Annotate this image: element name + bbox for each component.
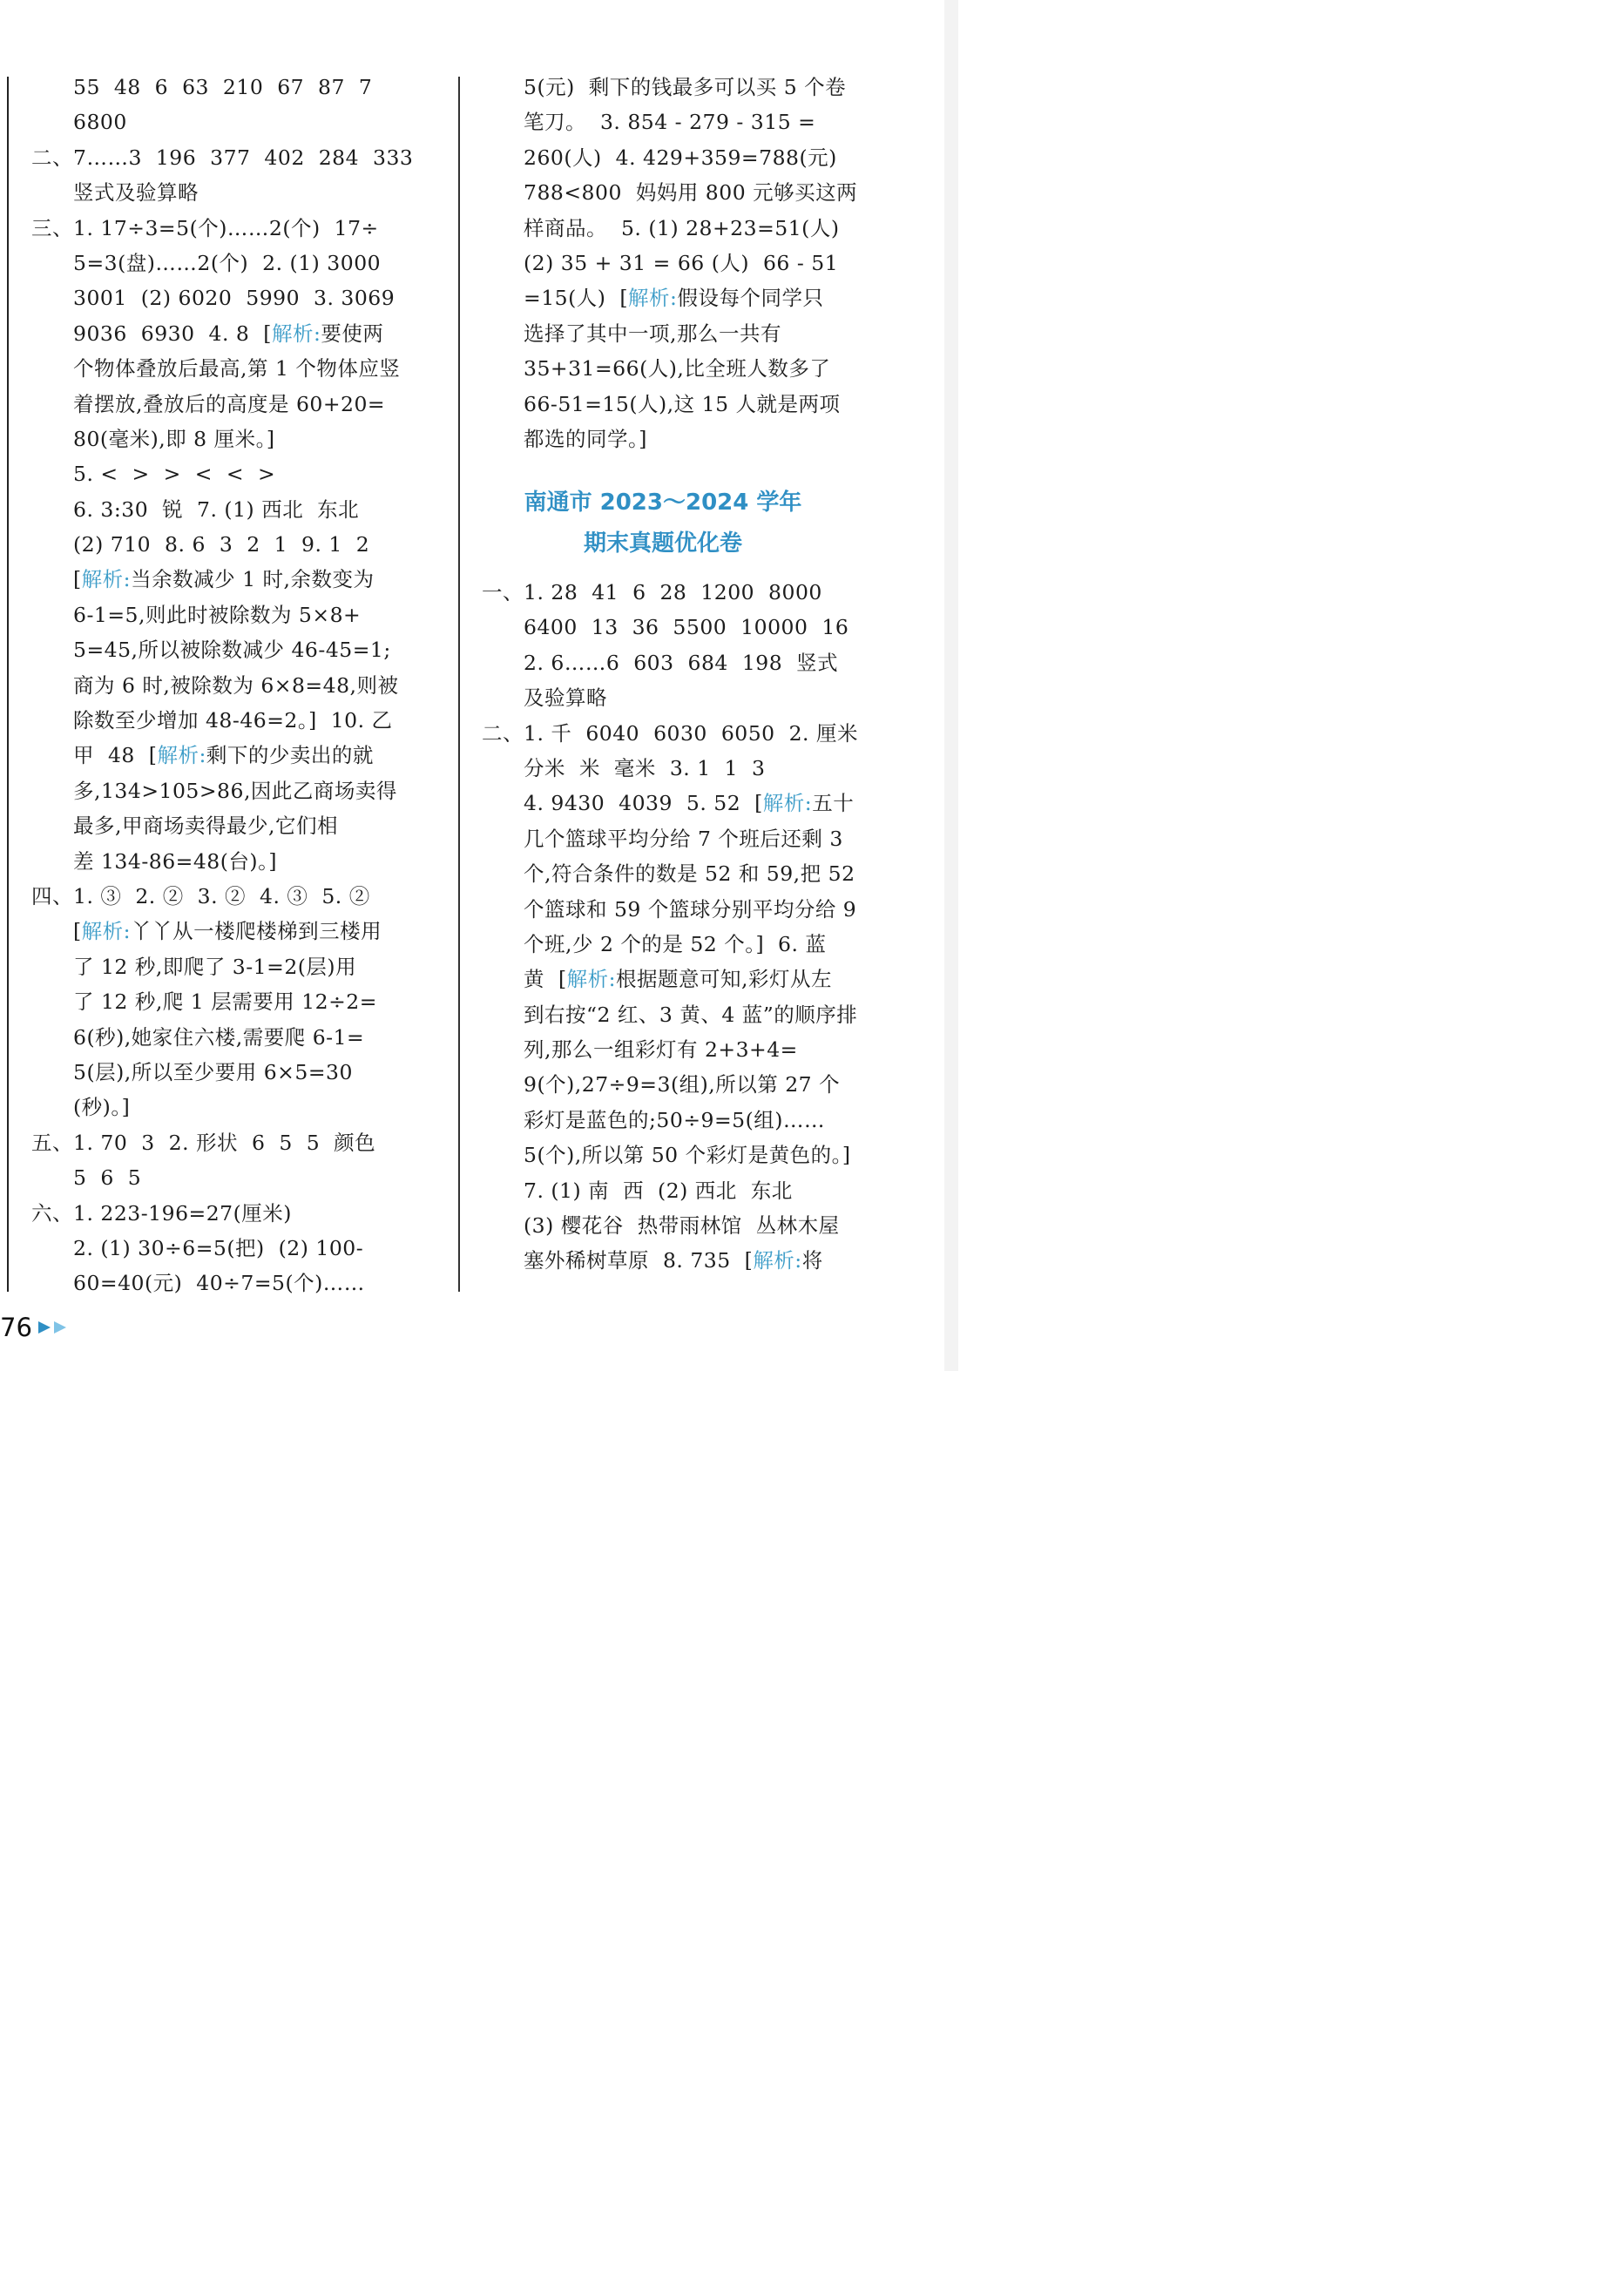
text-line: 66-51=15(人),这 15 人就是两项 bbox=[524, 391, 841, 416]
text-line: 55 48 6 63 210 67 87 7 bbox=[73, 75, 373, 99]
text-line: (2) 35 + 31 = 66 (人) 66 - 51 bbox=[524, 250, 839, 275]
page-edge-shadow bbox=[944, 0, 958, 1371]
section-line bbox=[31, 140, 441, 175]
text-line: 1. 千 6040 6030 6050 2. 厘米 bbox=[524, 720, 858, 746]
text-line: 260(人) 4. 429+359=788(元) bbox=[524, 145, 837, 170]
text-line: 塞外稀树草原 8. 735 [解析:将 bbox=[524, 1248, 823, 1273]
answer-key-page bbox=[0, 0, 958, 1371]
section-number: 二、 bbox=[482, 720, 524, 746]
text-line: 2. 6……6 603 684 198 竖式 bbox=[524, 650, 839, 675]
text-line: 最多,甲商场卖得最少,它们相 bbox=[73, 814, 338, 839]
text-line: 选择了其中一项,那么一共有 bbox=[524, 321, 781, 346]
text-line: [解析:丫丫从一楼爬楼梯到三楼用 bbox=[73, 919, 382, 944]
text-line: 80(毫米),即 8 厘米。] bbox=[73, 426, 275, 451]
section-line bbox=[31, 211, 441, 246]
text-line: 5. < > > < < > bbox=[73, 462, 276, 487]
text-line: 笔刀。 3. 854 - 279 - 315 = bbox=[524, 110, 816, 135]
text-line: 竖式及验算略 bbox=[73, 180, 199, 206]
text-line: 1. 70 3 2. 形状 6 5 5 颜色 bbox=[73, 1130, 376, 1155]
text-line: 6. 3:30 锐 7. (1) 西北 东北 bbox=[73, 496, 360, 522]
text-line: 甲 48 [解析:剩下的少卖出的就 bbox=[73, 743, 374, 768]
text-line: 6(秒),她家住六楼,需要爬 6-1= bbox=[73, 1024, 365, 1050]
text-line: 差 134-86=48(台)。] bbox=[73, 848, 278, 874]
text-line: 5(元) 剩下的钱最多可以买 5 个卷 bbox=[524, 75, 847, 99]
text-line: 个物体叠放后最高,第 1 个物体应竖 bbox=[73, 356, 401, 382]
right-column-bottom bbox=[482, 575, 891, 1279]
text-line: 1. 223-196=27(厘米) bbox=[73, 1200, 292, 1226]
text-line: 3001 (2) 6020 5990 3. 3069 bbox=[73, 286, 395, 311]
text-line: 6800 bbox=[73, 110, 127, 135]
text-line: 个班,少 2 个的是 52 个。] 6. 蓝 bbox=[524, 931, 827, 956]
analysis-tag: 解析: bbox=[762, 791, 813, 816]
text-line: 35+31=66(人),比全班人数多了 bbox=[524, 356, 831, 382]
text-line: 2. (1) 30÷6=5(把) (2) 100- bbox=[73, 1235, 364, 1260]
text-line: 商为 6 时,被除数为 6×8=48,则被 bbox=[73, 672, 399, 698]
text-line: 样商品。 5. (1) 28+23=51(人) bbox=[524, 215, 840, 240]
text-line: 多,134>105>86,因此乙商场卖得 bbox=[73, 778, 397, 803]
right-column-top bbox=[482, 70, 891, 456]
section-line bbox=[31, 1196, 441, 1231]
text-line: 5(个),所以第 50 个彩灯是黄色的。] bbox=[524, 1143, 851, 1168]
text-line: 到右按“2 红、3 黄、4 蓝”的顺序排 bbox=[524, 1002, 858, 1027]
text-line: 788<800 妈妈用 800 元够买这两 bbox=[524, 180, 858, 206]
section-line bbox=[482, 575, 891, 610]
analysis-tag: 解析: bbox=[157, 743, 206, 768]
text-line: 彩灯是蓝色的;50÷9=5(组)…… bbox=[524, 1107, 825, 1132]
text-line: 4. 9430 4039 5. 52 [解析:五十 bbox=[524, 791, 855, 816]
column-divider bbox=[458, 77, 460, 1292]
text-line: 黄 [解析:根据题意可知,彩灯从左 bbox=[524, 967, 833, 992]
text-line: (3) 樱花谷 热带雨林馆 丛林木屋 bbox=[524, 1213, 840, 1239]
text-line: 了 12 秒,爬 1 层需要用 12÷2= bbox=[73, 989, 377, 1015]
section-line bbox=[31, 879, 441, 914]
text-line: 分米 米 毫米 3. 1 1 3 bbox=[524, 755, 766, 780]
text-line: 1. 28 41 6 28 1200 8000 bbox=[524, 580, 822, 604]
text-line: (2) 710 8. 6 3 2 1 9. 1 2 bbox=[73, 532, 370, 557]
text-line: 9(个),27÷9=3(组),所以第 27 个 bbox=[524, 1072, 841, 1097]
text-line: 5 6 5 bbox=[73, 1165, 142, 1191]
text-line: 了 12 秒,即爬了 3-1=2(层)用 bbox=[73, 954, 357, 979]
section-number: 一、 bbox=[482, 580, 524, 604]
section-number: 三、 bbox=[31, 215, 73, 240]
text-line: 5=3(盘)……2(个) 2. (1) 3000 bbox=[73, 250, 382, 275]
text-line: 都选的同学。] bbox=[524, 426, 647, 451]
text-line: 1. 17÷3=5(个)……2(个) 17÷ bbox=[73, 215, 379, 240]
text-line: 5=45,所以被除数减少 46-45=1; bbox=[73, 638, 391, 663]
left-column bbox=[31, 70, 441, 1301]
exam-heading-line2: 期末真题优化卷 bbox=[583, 530, 742, 557]
analysis-tag: 解析: bbox=[566, 967, 617, 992]
text-line: 6-1=5,则此时被除数为 5×8+ bbox=[73, 602, 362, 627]
text-line: 着摆放,叠放后的高度是 60+20= bbox=[73, 391, 386, 416]
text-line: 个篮球和 59 个篮球分别平均分给 9 bbox=[524, 896, 857, 922]
text-line: 及验算略 bbox=[524, 685, 607, 711]
text-line: 5(层),所以至少要用 6×5=30 bbox=[73, 1059, 353, 1084]
text-line: 1. ③ 2. ② 3. ② 4. ③ 5. ② bbox=[73, 883, 370, 908]
text-line: 几个篮球平均分给 7 个班后还剩 3 bbox=[524, 826, 843, 851]
left-margin-rule bbox=[7, 77, 9, 1292]
page-number: 76 bbox=[0, 1313, 32, 1342]
text-line: (秒)。] bbox=[73, 1095, 131, 1120]
text-line: 除数至少增加 48-46=2。] 10. 乙 bbox=[73, 708, 393, 733]
text-line: 7……3 196 377 402 284 333 bbox=[73, 145, 414, 170]
text-line: 列,那么一组彩灯有 2+3+4= bbox=[524, 1037, 798, 1063]
section-line bbox=[31, 1125, 441, 1160]
text-line: 9036 6930 4. 8 [解析:要使两 bbox=[73, 321, 384, 346]
section-number: 四、 bbox=[31, 883, 73, 908]
analysis-tag: 解析: bbox=[753, 1248, 802, 1273]
section-line bbox=[482, 716, 891, 751]
analysis-tag: 解析: bbox=[271, 321, 321, 346]
text-line: 个,符合条件的数是 52 和 59,把 52 bbox=[524, 861, 855, 887]
analysis-tag: 解析: bbox=[81, 919, 132, 944]
exam-heading-line1: 南通市 2023～2024 学年 bbox=[524, 490, 802, 516]
section-number: 五、 bbox=[31, 1130, 73, 1155]
text-line: =15(人) [解析:假设每个同学只 bbox=[524, 286, 824, 311]
text-line: [解析:当余数减少 1 时,余数变为 bbox=[73, 567, 375, 592]
text-line: 60=40(元) 40÷7=5(个)…… bbox=[73, 1271, 365, 1296]
text-line: 7. (1) 南 西 (2) 西北 东北 bbox=[524, 1178, 793, 1203]
analysis-tag: 解析: bbox=[81, 567, 132, 592]
analysis-tag: 解析: bbox=[628, 286, 678, 311]
section-number: 六、 bbox=[31, 1200, 73, 1226]
text-line: 6400 13 36 5500 10000 16 bbox=[524, 615, 849, 640]
section-number: 二、 bbox=[31, 145, 73, 170]
next-arrows-icon bbox=[37, 1319, 71, 1336]
